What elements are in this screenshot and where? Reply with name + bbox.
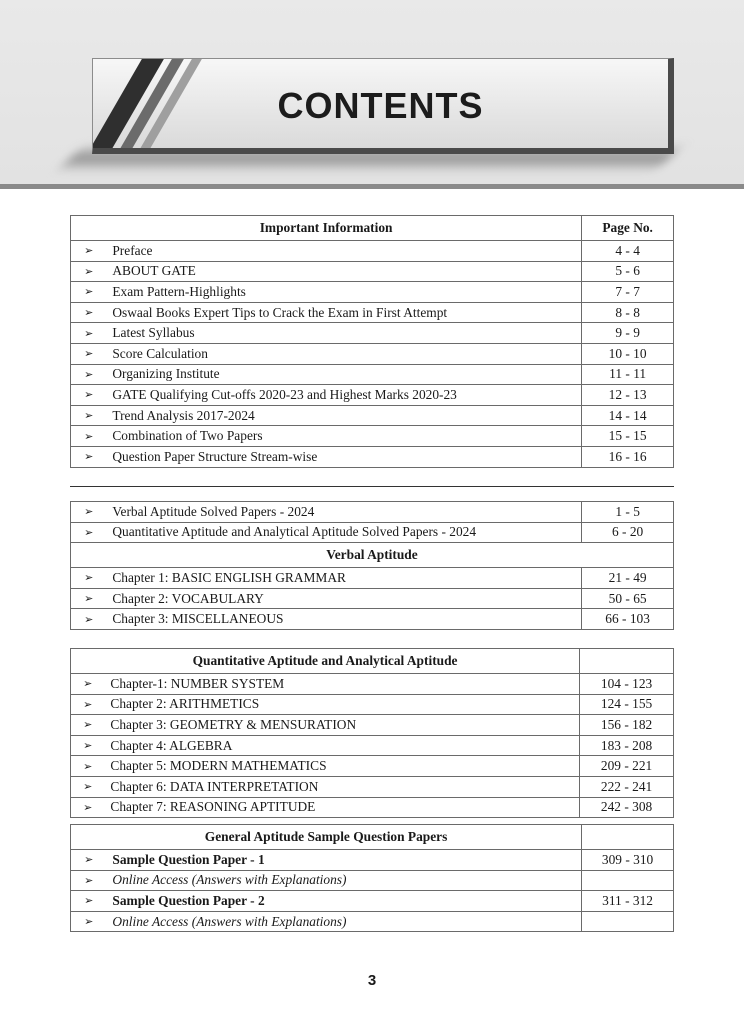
arrow-bullet-icon: ➢	[71, 588, 107, 609]
arrow-bullet-icon: ➢	[71, 282, 107, 303]
table-row	[71, 446, 674, 467]
page-range: 209 - 221	[580, 756, 674, 777]
arrow-bullet-icon: ➢	[71, 891, 107, 912]
arrow-bullet-icon: ➢	[71, 870, 107, 891]
table-row	[71, 241, 674, 262]
page-range: 14 - 14	[582, 405, 674, 426]
arrow-bullet-icon: ➢	[71, 385, 107, 406]
table-row	[71, 364, 674, 385]
page-no-heading-empty	[582, 825, 674, 850]
entry-label: Chapter 5: MODERN MATHEMATICS	[104, 756, 579, 777]
arrow-bullet-icon: ➢	[71, 911, 107, 932]
page-no-heading-empty	[580, 649, 674, 674]
table-header-row	[71, 649, 674, 674]
entry-label: Online Access (Answers with Explanations)	[106, 870, 581, 891]
table-row	[71, 588, 674, 609]
entry-label: Chapter 3: MISCELLANEOUS	[106, 609, 581, 630]
entry-label: Chapter 1: BASIC ENGLISH GRAMMAR	[106, 568, 581, 589]
page-number: 3	[367, 972, 377, 989]
arrow-bullet-icon: ➢	[71, 568, 107, 589]
entry-label: Quantitative Aptitude and Analytical Aptitude Solved Papers - 2024	[106, 522, 581, 543]
table-row	[71, 343, 674, 364]
section-heading: Important Information	[71, 216, 582, 241]
table-row	[71, 756, 674, 777]
page-range: 6 - 20	[582, 522, 674, 543]
entry-label: Combination of Two Papers	[106, 426, 581, 447]
table-row	[71, 891, 674, 912]
toc-table-quantitative-aptitude	[70, 648, 674, 818]
entry-label: Oswaal Books Expert Tips to Crack the Exam in First Attempt	[106, 302, 581, 323]
table-subheader-row	[71, 543, 674, 568]
entry-label: Online Access (Answers with Explanations)	[106, 911, 581, 932]
entry-label: Preface	[106, 241, 581, 262]
page-range: 16 - 16	[582, 446, 674, 467]
arrow-bullet-icon: ➢	[71, 850, 107, 871]
table-row	[71, 282, 674, 303]
entry-label: Latest Syllabus	[106, 323, 581, 344]
arrow-bullet-icon: ➢	[71, 241, 107, 262]
table-row	[71, 870, 674, 891]
arrow-bullet-icon: ➢	[71, 405, 107, 426]
page-range: 7 - 7	[582, 282, 674, 303]
arrow-bullet-icon: ➢	[71, 426, 107, 447]
table-row	[71, 502, 674, 523]
entry-label: Verbal Aptitude Solved Papers - 2024	[106, 502, 581, 523]
entry-label: Question Paper Structure Stream-wise	[106, 446, 581, 467]
page-range: 10 - 10	[582, 343, 674, 364]
page-range: 50 - 65	[582, 588, 674, 609]
entry-label: Organizing Institute	[106, 364, 581, 385]
page-range: 12 - 13	[582, 385, 674, 406]
page-range	[582, 870, 674, 891]
page-range: 4 - 4	[582, 241, 674, 262]
section-heading: Quantitative Aptitude and Analytical Aptitude	[71, 649, 580, 674]
table-row	[71, 776, 674, 797]
table-row	[71, 715, 674, 736]
page-range: 311 - 312	[582, 891, 674, 912]
page-title: CONTENTS	[277, 85, 484, 126]
arrow-bullet-icon: ➢	[71, 674, 105, 695]
table-row	[71, 385, 674, 406]
table-row	[71, 568, 674, 589]
page-range: 104 - 123	[580, 674, 674, 695]
page-range: 5 - 6	[582, 261, 674, 282]
arrow-bullet-icon: ➢	[71, 302, 107, 323]
table-row	[71, 609, 674, 630]
contents-banner	[92, 58, 674, 154]
table-row	[71, 261, 674, 282]
page-range: 242 - 308	[580, 797, 674, 818]
section-divider	[70, 486, 674, 487]
arrow-bullet-icon: ➢	[71, 776, 105, 797]
page-range: 8 - 8	[582, 302, 674, 323]
entry-label: Chapter 6: DATA INTERPRETATION	[104, 776, 579, 797]
page-range: 222 - 241	[580, 776, 674, 797]
entry-label: GATE Qualifying Cut-offs 2020-23 and Highest Marks 2020-23	[106, 385, 581, 406]
entry-label: Chapter 2: VOCABULARY	[106, 588, 581, 609]
arrow-bullet-icon: ➢	[71, 715, 105, 736]
page-range: 183 - 208	[580, 735, 674, 756]
arrow-bullet-icon: ➢	[71, 609, 107, 630]
arrow-bullet-icon: ➢	[71, 522, 107, 543]
table-row	[71, 426, 674, 447]
arrow-bullet-icon: ➢	[71, 735, 105, 756]
page-range	[582, 911, 674, 932]
page-range: 15 - 15	[582, 426, 674, 447]
table-row	[71, 405, 674, 426]
page-range: 66 - 103	[582, 609, 674, 630]
page-range: 1 - 5	[582, 502, 674, 523]
entry-label: Score Calculation	[106, 343, 581, 364]
table-row	[71, 735, 674, 756]
arrow-bullet-icon: ➢	[71, 756, 105, 777]
entry-label: Sample Question Paper - 2	[106, 891, 581, 912]
table-row	[71, 694, 674, 715]
entry-label: Chapter 3: GEOMETRY & MENSURATION	[104, 715, 579, 736]
arrow-bullet-icon: ➢	[71, 446, 107, 467]
toc-table-sample-papers	[70, 824, 674, 932]
arrow-bullet-icon: ➢	[71, 797, 105, 818]
entry-label: Exam Pattern-Highlights	[106, 282, 581, 303]
arrow-bullet-icon: ➢	[71, 323, 107, 344]
page-range: 21 - 49	[582, 568, 674, 589]
table-row	[71, 850, 674, 871]
table-row	[71, 674, 674, 695]
toc-table-important-information	[70, 215, 674, 468]
arrow-bullet-icon: ➢	[71, 364, 107, 385]
entry-label: Sample Question Paper - 1	[106, 850, 581, 871]
table-row	[71, 323, 674, 344]
toc-table-verbal-aptitude	[70, 501, 674, 630]
entry-label: Chapter 4: ALGEBRA	[104, 735, 579, 756]
arrow-bullet-icon: ➢	[71, 694, 105, 715]
entry-label: Chapter 7: REASONING APTITUDE	[104, 797, 579, 818]
table-header-row	[71, 216, 674, 241]
table-row	[71, 522, 674, 543]
page-range: 309 - 310	[582, 850, 674, 871]
entry-label: Trend Analysis 2017-2024	[106, 405, 581, 426]
page-range: 156 - 182	[580, 715, 674, 736]
entry-label: Chapter 2: ARITHMETICS	[104, 694, 579, 715]
page-range: 124 - 155	[580, 694, 674, 715]
page-range: 11 - 11	[582, 364, 674, 385]
table-row	[71, 911, 674, 932]
section-heading: Verbal Aptitude	[71, 543, 674, 568]
arrow-bullet-icon: ➢	[71, 343, 107, 364]
header-rule	[0, 184, 744, 189]
table-header-row	[71, 825, 674, 850]
section-heading: General Aptitude Sample Question Papers	[71, 825, 582, 850]
arrow-bullet-icon: ➢	[71, 261, 107, 282]
page-range: 9 - 9	[582, 323, 674, 344]
entry-label: Chapter-1: NUMBER SYSTEM	[104, 674, 579, 695]
page-no-heading: Page No.	[582, 216, 674, 241]
entry-label: ABOUT GATE	[106, 261, 581, 282]
arrow-bullet-icon: ➢	[71, 502, 107, 523]
table-row	[71, 302, 674, 323]
table-row	[71, 797, 674, 818]
